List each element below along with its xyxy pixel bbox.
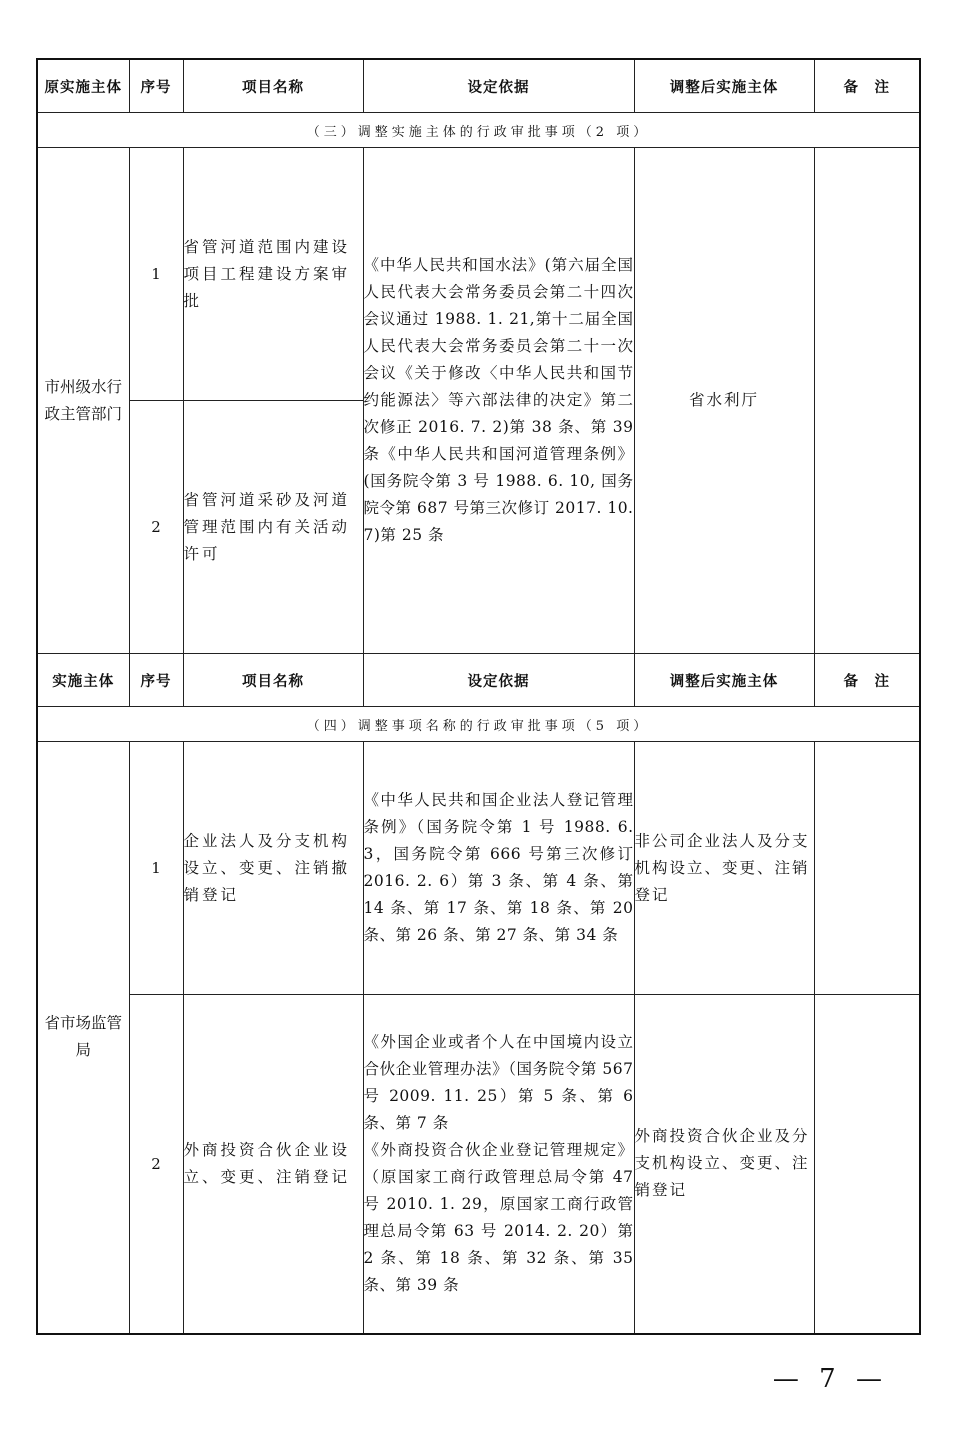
- header-remarks: 备 注: [814, 654, 920, 707]
- adjusted-entity-cell: 外商投资合伙企业及分支机构设立、变更、注销登记: [634, 995, 814, 1334]
- header-seq: 序号: [129, 59, 183, 113]
- table-row: [37, 995, 920, 1334]
- basis-cell: 《中华人民共和国水法》(第六届全国人民代表大会常务委员会第二十四次会议通过 1988. 1. 21,第十二届全国人民代表大会常务委员会第二十一次会议《关于修改〈中华人民共和国节约能源法〉等六部法律的决定》第二次修正 2016. 7. 2)第 38 条、第 39 条《中华人民共和国河道管理条例》(国务院令第 3 号 1988. 6. 10, 国务院令第 687 号第三次修订 2017. 10. 7)第 25 条: [363, 148, 634, 654]
- section-row-3: [37, 113, 920, 148]
- header-original-entity: 原实施主体: [37, 59, 129, 113]
- header-row-2: [37, 654, 920, 707]
- header-item-name: 项目名称: [183, 654, 363, 707]
- item-name-cell: 省管河道范围内建设项目工程建设方案审批: [183, 148, 363, 401]
- seq-cell: 2: [129, 995, 183, 1334]
- remarks-cell: [814, 995, 920, 1334]
- section-title-4: （四）调整事项名称的行政审批事项（5 项）: [37, 707, 920, 742]
- header-seq: 序号: [129, 654, 183, 707]
- header-remarks: 备 注: [814, 59, 920, 113]
- item-name-cell: 省管河道采砂及河道管理范围内有关活动许可: [183, 401, 363, 654]
- basis-paragraph: 《外商投资合伙企业登记管理规定》（原国家工商行政管理总局令第 47 号 2010. 1. 29，原国家工商行政管理总局令第 63 号 2014. 2. 20）第 2 条、第 18 条、第 32 条、第 35 条、第 39 条: [363, 1140, 634, 1294]
- basis-cell: 《中华人民共和国企业法人登记管理条例》（国务院令第 1 号 1988. 6. 3，国务院令第 666 号第三次修订 2016. 2. 6）第 3 条、第 4 条、第 14 条、第 17 条、第 18 条、第 20 条、第 26 条、第 27 条、第 34 条: [363, 742, 634, 995]
- header-adjusted-entity: 调整后实施主体: [634, 654, 814, 707]
- seq-cell: 1: [129, 148, 183, 401]
- item-name-cell: 外商投资合伙企业设立、变更、注销登记: [183, 995, 363, 1334]
- basis-paragraph: 《外国企业或者个人在中国境内设立合伙企业管理办法》（国务院令第 567 号 2009. 11. 25）第 5 条、第 6 条、第 7 条: [363, 1032, 634, 1132]
- item-name-cell: 企业法人及分支机构设立、变更、注销撤销登记: [183, 742, 363, 995]
- section-row-4: [37, 707, 920, 742]
- remarks-cell: [814, 148, 920, 654]
- seq-cell: 2: [129, 401, 183, 654]
- section-title-3: （三）调整实施主体的行政审批事项（2 项）: [37, 113, 920, 148]
- page-number: — 7 —: [772, 1364, 888, 1394]
- header-entity: 实施主体: [37, 654, 129, 707]
- basis-cell: [363, 995, 634, 1334]
- header-row-1: [37, 59, 920, 113]
- header-adjusted-entity: 调整后实施主体: [634, 59, 814, 113]
- approval-table: [36, 58, 921, 1335]
- header-basis: 设定依据: [363, 654, 634, 707]
- header-item-name: 项目名称: [183, 59, 363, 113]
- adjusted-entity-cell: 非公司企业法人及分支机构设立、变更、注销登记: [634, 742, 814, 995]
- entity-cell: 省市场监管局: [37, 742, 129, 1334]
- table-row: [37, 148, 920, 401]
- entity-cell: 市州级水行政主管部门: [37, 148, 129, 654]
- header-basis: 设定依据: [363, 59, 634, 113]
- remarks-cell: [814, 742, 920, 995]
- table-row: [37, 742, 920, 995]
- seq-cell: 1: [129, 742, 183, 995]
- adjusted-entity-cell: 省水利厅: [634, 148, 814, 654]
